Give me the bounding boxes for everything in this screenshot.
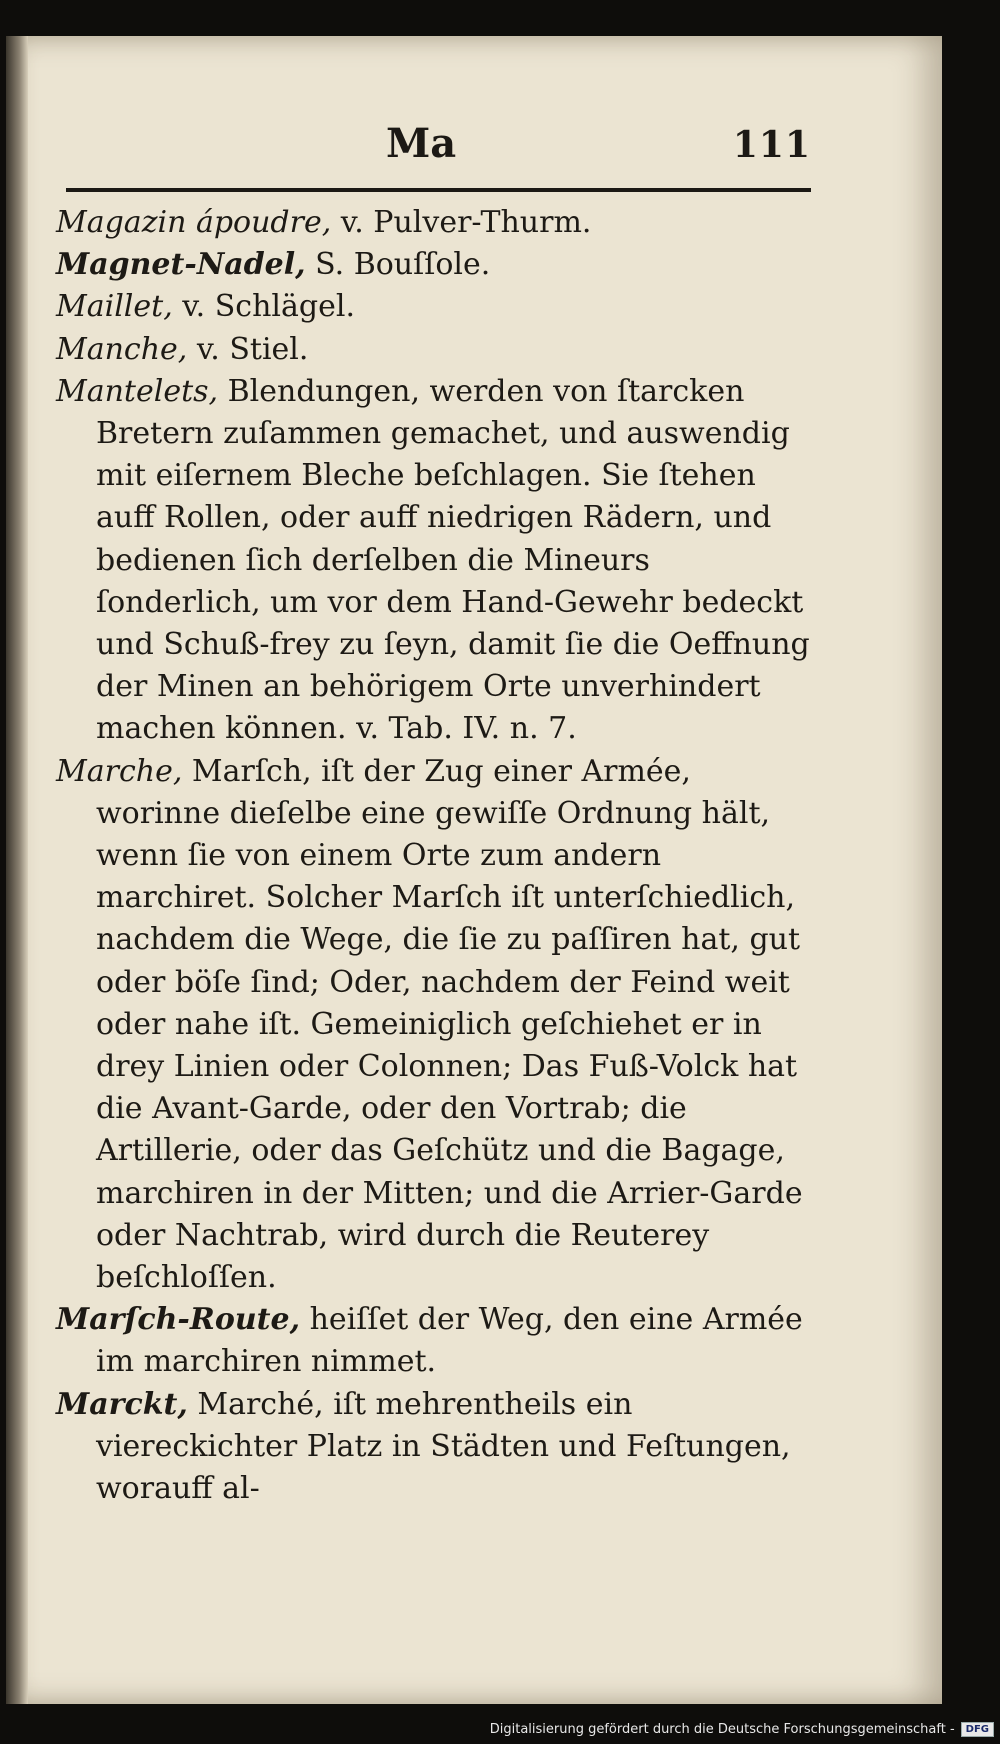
entry-magnet-nadel [56, 244, 816, 286]
entry-text: heiſſet der Weg, den eine Armée im marchiren nimmet. [96, 1302, 803, 1380]
page-number: 111 [732, 124, 811, 166]
header-rule [66, 188, 811, 192]
header-title: Ma [386, 120, 457, 167]
digitization-credit [490, 1718, 994, 1740]
credit-text: Digitalisierung gefördert durch die Deutsche Forschungsgemeinschaft - [489, 1721, 955, 1737]
entry-manche [56, 329, 816, 371]
entry-magazin [56, 202, 816, 244]
dfg-logo: DFG [961, 1722, 994, 1737]
entry-headword: Manche, [56, 331, 188, 367]
entry-text: S. Bouſſole. [305, 247, 491, 283]
entry-text: v. Stiel. [187, 331, 309, 367]
running-header [66, 100, 811, 190]
entry-headword: Maillet, [56, 289, 173, 325]
entry-text: v. Schlägel. [172, 289, 355, 325]
entry-headword: Marckt, [56, 1386, 188, 1422]
entry-headword: Mantelets, [56, 373, 219, 409]
entry-text: v. Pulver-Thurm. [331, 205, 592, 240]
book-spine [6, 36, 28, 1704]
entry-marche [56, 751, 816, 1300]
entry-text: Blendungen, werden von ſtarcken Bretern zuſammen gemachet, und auswendig mit eiſernem Bleche beſchlagen. Sie ſtehen auff Rollen, oder auff niedrigen Rädern, und bedienen ſich derſelben die Mineurs ſonderlich, um vor dem Hand-Gewehr bedeckt und Schuß-frey zu ſeyn, damit ſie die Oeffnung der Minen an behörigem Orte unverhindert machen können. v. Tab. IV. n. 7. [96, 373, 810, 747]
entry-text: Marché, iſt mehrentheils ein viereckichter Platz in Städten und Feſtungen, worauff al- [96, 1386, 791, 1507]
dictionary-column [56, 202, 816, 1510]
entry-text: Marſch, iſt der Zug einer Armée, worinne dieſelbe eine gewiſſe Ordnung hält, wenn ſie von einem Orte zum andern marchiret. Solcher Marſch iſt unterſchiedlich, nachdem die Wege, die ſie zu paſſiren hat, gut oder böſe ſind; Oder, nachdem der Feind weit oder nahe iſt. Gemeiniglich geſchiehet er in drey Linien oder Colonnen; Das Fuß-Volck hat die Avant-Garde, oder den Vortrab; die Artillerie, oder das Geſchütz und die Bagage, marchiren in der Mitten; und die Arrier-Garde oder Nachtrab, wird durch die Reuterey beſchloſſen. [96, 753, 803, 1296]
entry-marckt [56, 1384, 816, 1511]
entry-marsch-route [56, 1299, 816, 1383]
entry-headword: Marche, [56, 753, 183, 789]
entry-headword: Marſch-Route, [56, 1302, 301, 1338]
entry-maillet [56, 286, 816, 328]
entry-mantelets [56, 371, 816, 751]
book-page [6, 36, 942, 1704]
entry-headword: Magnet-Nadel, [56, 247, 306, 283]
entry-headword: Magazin ápoudre, [56, 205, 332, 240]
